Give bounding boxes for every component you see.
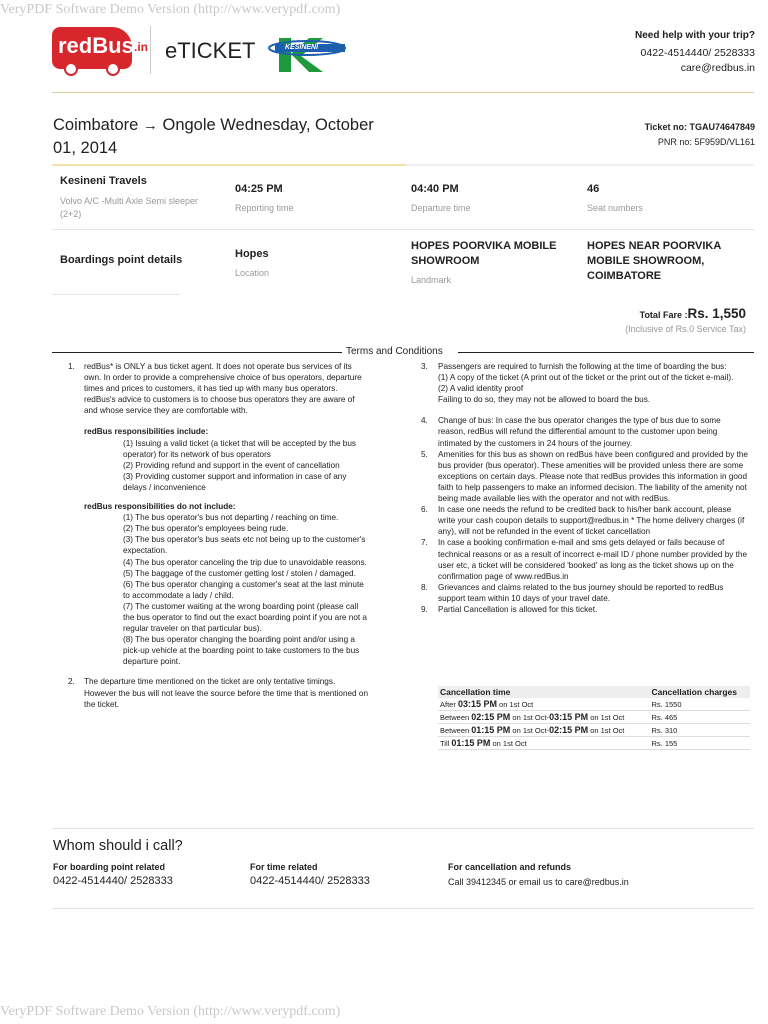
terms-title: Terms and Conditions <box>346 346 443 357</box>
contact-boarding-label: For boarding point related <box>53 862 165 872</box>
bus-type: Volvo A/C -Multi Axle Semi sleeper (2+2) <box>60 196 199 219</box>
seat-numbers: 46 <box>587 183 600 195</box>
terms-rule-right <box>458 352 754 353</box>
resp-list: (1) Issuing a valid ticket (a ticket that will be accepted by the bus operator) for its network of bus operators (2) Providing refund and support in the event of cancellation (3) Providing customer support and information in case of any delays / inconvenience <box>123 438 357 492</box>
boarding-address: HOPES NEAR POORVIKA MOBILE SHOWROOM, COIMBATORE <box>587 240 721 282</box>
eticket-title: eTICKET <box>165 38 256 63</box>
term-item: 9. Partial Cancellation is allowed for this ticket. <box>421 604 598 614</box>
term-item: 1. redBus* is ONLY a bus ticket agent. It does not operate bus services of its own. In order to provide a comprehensive choice of bus operators, departure times and prices to customers, it has tied up with many bus operators. redBus's advice to customers is to choose bus operators they are aware of and whose service they are comfortable with. <box>68 362 362 416</box>
ticket-number: Ticket no: TGAU74647849 <box>644 122 755 132</box>
term-item: 5. Amenities for this bus as shown on redBus have been configured and provided by the bus provider (bus operator). These amenities will be provided unless there are some exceptions on certain days. Please note that redBus provides this information in good faith to help passengers to make an informed decision. The liability of the amenity not being made available lies with the operator and not with redBus. <box>421 449 748 504</box>
boarding-landmark: HOPES POORVIKA MOBILE SHOWROOM <box>411 240 557 267</box>
pnr-number: PNR no: 5F959D/VL161 <box>657 137 755 147</box>
reporting-time: 04:25 PM <box>235 183 283 195</box>
reporting-label: Reporting time <box>235 203 294 213</box>
contact-time-phone[interactable]: 0422-4514440/ 2528333 <box>250 875 370 887</box>
kesineni-logo: KESINENI <box>265 36 350 79</box>
table-row: Between 02:15 PM on 1st Oct-03:15 PM on 1st Oct Rs. 465 <box>438 711 750 724</box>
watermark-top: VeryPDF Software Demo Version (http://www.verypdf.com) <box>0 2 341 17</box>
contact-rule <box>52 828 754 829</box>
table-row: Till 01:15 PM on 1st Oct Rs. 155 <box>438 737 750 750</box>
header-divider <box>150 26 151 74</box>
departure-time: 04:40 PM <box>411 183 459 195</box>
terms-left-column <box>68 361 368 710</box>
route-title: Coimbatore → Ongole Wednesday, October 01, 2014 <box>53 116 374 157</box>
departure-label: Departure time <box>411 203 471 213</box>
table-header: Cancellation time Cancellation charges <box>438 686 750 698</box>
term-item: 4. Change of bus: In case the bus operator changes the type of bus due to some reason, redBus will refund the differential amount to the customer upon being intimated by the customers in 24 hours of the journey. <box>421 416 721 448</box>
term-item: 7. In case a booking confirmation e-mail and sms gets delayed or fails because of technical reasons or as a result of incorrect e-mail ID / phone number provided by the user etc, a ticket will be considered 'booked' as long as the ticket shows up on the confirmation page of www.redBus.in <box>421 538 748 581</box>
term-item: 8. Grievances and claims related to the bus journey should be reported to redBus support team within 10 days of your travel date. <box>421 582 724 603</box>
terms-rule-left <box>52 352 342 353</box>
gold-rule <box>52 164 406 166</box>
help-email[interactable]: care@redbus.in <box>680 62 755 74</box>
grey-rule <box>406 164 754 166</box>
short-divider <box>52 294 180 295</box>
contact-boarding-phone[interactable]: 0422-4514440/ 2528333 <box>53 875 173 887</box>
landmark-label: Landmark <box>411 275 452 285</box>
logo-suffix: .in <box>134 40 148 54</box>
contact-title: Whom should i call? <box>53 838 183 854</box>
arrow-right-icon: → <box>142 117 158 134</box>
location-label: Location <box>235 268 270 278</box>
table-row: After 03:15 PM on 1st Oct Rs. 1550 <box>438 698 750 711</box>
notresp-title: redBus responsibilities do not include: <box>84 502 236 512</box>
watermark-bottom: VeryPDF Software Demo Version (http://www.verypdf.com) <box>0 1004 341 1019</box>
row-divider <box>52 229 754 230</box>
contact-cancel-value[interactable]: Call 39412345 or email us to care@redbus.in <box>448 877 629 887</box>
wheel-icon <box>106 62 120 76</box>
help-phone[interactable]: 0422-4514440/ 2528333 <box>640 47 755 59</box>
term-item: 2. The departure time mentioned on the ticket are only tentative timings. However the bus will not leave the source before the time that is mentioned on the ticket. <box>68 677 368 709</box>
fare-note: (Inclusive of Rs.0 Service Tax) <box>625 324 746 334</box>
terms-right-column <box>421 361 749 615</box>
notresp-list: (1) The bus operator's bus not departing / reaching on time. (2) The bus operator's employees being rude. (3) The bus operator's bus seats etc not being up to the customer's expectation. (4) The bus operator canceling the trip due to unavoidable reasons. (5) The baggage of the customer getting lost / stolen / damaged. (6) The bus operator changing a customer's seat at the last minute to accommodate a lady / child. (7) The customer waiting at the wrong boarding point (please call the bus operator to find out the exact boarding point if you are not a regular traveler on that particular bus). (8) The bus operator changing the boarding point and/or using a pick-up vehicle at the boarding point to take customers to the bus departure point. <box>123 513 367 667</box>
boarding-title: Boardings point details <box>60 254 183 266</box>
total-fare: Total Fare :Rs. 1,550 <box>639 306 746 321</box>
redbus-logo: redBus <box>52 27 132 69</box>
help-title: Need help with your trip? <box>634 30 755 41</box>
footer-rule <box>52 908 754 909</box>
term-item: 3. Passengers are required to furnish the following at the time of boarding the bus: (1) A copy of the ticket (A print out of the ticket or the print out of the ticket e-mail). (2) A valid identity proof Failing to do so, they may not be allowed to board the bus. <box>421 362 734 405</box>
table-row: Between 01:15 PM on 1st Oct-02:15 PM on 1st Oct Rs. 310 <box>438 724 750 737</box>
resp-title: redBus responsibilities include: <box>84 427 209 437</box>
header-rule <box>52 92 754 93</box>
wheel-icon <box>64 62 78 76</box>
cancellation-table <box>438 686 750 750</box>
contact-cancel-label: For cancellation and refunds <box>448 862 572 872</box>
term-item: 6. In case one needs the refund to be credited back to his/her bank account, please write your cash coupon details to support@redbus.in * The home delivery charges (if any), will not be refunded in the event of ticket cancellation <box>421 505 745 537</box>
operator-name: Kesineni Travels <box>60 175 147 187</box>
seat-label: Seat numbers <box>587 203 644 213</box>
contact-time-label: For time related <box>250 862 318 872</box>
boarding-location: Hopes <box>235 248 269 260</box>
